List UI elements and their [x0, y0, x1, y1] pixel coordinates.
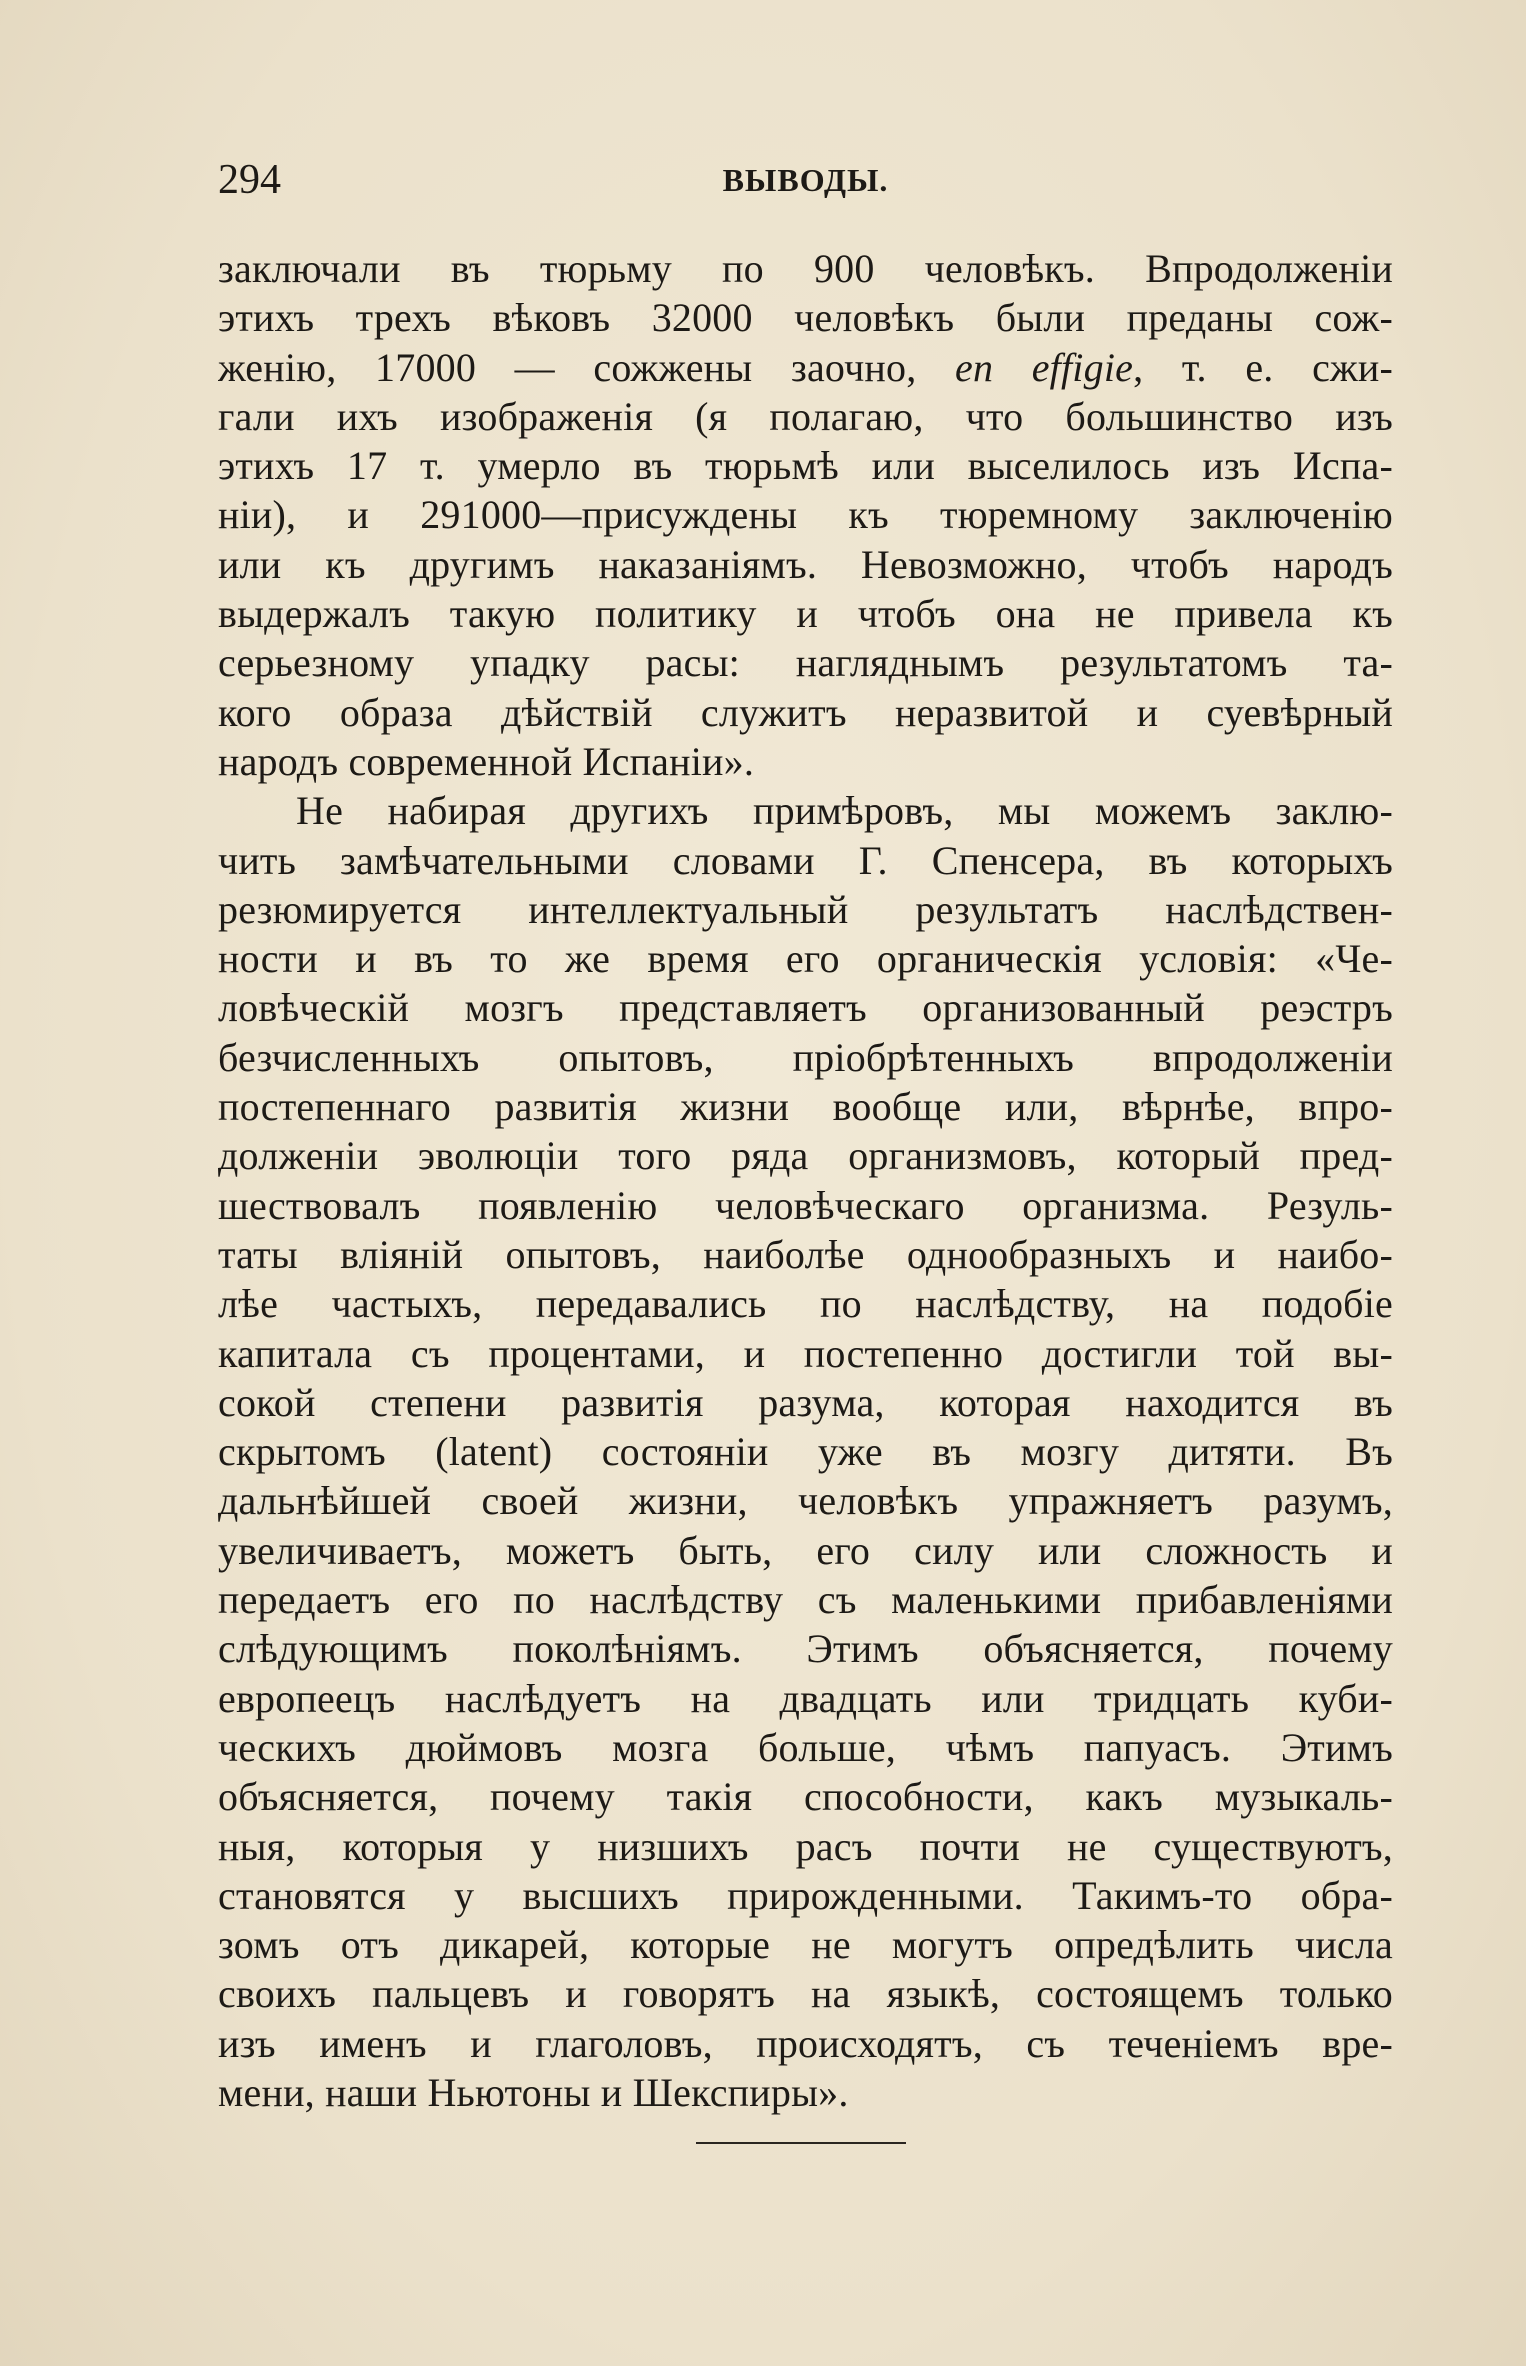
paragraph-2: [218, 786, 1393, 2117]
running-title: ВЫВОДЫ.: [722, 162, 889, 198]
text-line: безчисленныхъ опытовъ, пріобрѣтенныхъ впродолженіи: [218, 1034, 1393, 1080]
text-line: постепеннаго развитія жизни вообще или, вѣрнѣе, впро-: [218, 1084, 1393, 1130]
text-line: резюмируется интеллектуальный результатъ наслѣдствен-: [218, 886, 1393, 932]
latin-phrase: en effigie: [954, 344, 1134, 390]
text-line: народъ современной Испаніи».: [218, 738, 755, 784]
text-line: или къ другимъ наказаніямъ. Невозможно, чтобъ народъ: [218, 541, 1393, 587]
text-line: этихъ трехъ вѣковъ 32000 человѣкъ были преданы сож-: [218, 295, 1393, 341]
page-body: [218, 244, 1393, 2117]
text-line: объясняется, почему такія способности, какъ музыкаль-: [218, 1774, 1393, 1820]
text-line: слѣдующимъ поколѣніямъ. Этимъ объясняется, почему: [218, 1626, 1393, 1672]
text-line: таты вліяній опытовъ, наиболѣе однообразныхъ и наибо-: [218, 1231, 1393, 1277]
text-line: скрытомъ (latent) состояніи уже въ мозгу дитяти. Въ: [218, 1429, 1393, 1475]
text-line: капитала съ процентами, и постепенно достигли той вы-: [218, 1330, 1393, 1376]
text-line: изъ именъ и глаголовъ, происходятъ, съ теченіемъ вре-: [218, 2020, 1393, 2066]
page-header: [218, 150, 1393, 210]
paragraph-1: [218, 244, 1393, 786]
text-line: увеличиваетъ, можетъ быть, его силу или сложность и: [218, 1527, 1393, 1573]
text-line: своихъ пальцевъ и говорятъ на языкѣ, состоящемъ только: [218, 1971, 1393, 2017]
text-line: долженіи эволюціи того ряда организмовъ, который пред-: [218, 1133, 1393, 1179]
text-line: этихъ 17 т. умерло въ тюрьмѣ или выселилось изъ Испа-: [218, 443, 1393, 489]
text-line: выдержалъ такую политику и чтобъ она не привела къ: [218, 591, 1393, 637]
text-line: кого образа дѣйствій служитъ неразвитой и суевѣрный: [218, 689, 1393, 735]
text-line: дальнѣйшей своей жизни, человѣкъ упражняетъ разумъ,: [218, 1478, 1393, 1524]
text-line: заключали въ тюрьму по 900 человѣкъ. Впродолженіи: [218, 246, 1393, 291]
closing-rule: [696, 2142, 906, 2144]
text-line: шествовалъ появленію человѣческаго организма. Резуль-: [218, 1182, 1393, 1228]
text-line: серьезному упадку расы: нагляднымъ результатомъ та-: [218, 640, 1393, 686]
text-line: ческихъ дюймовъ мозга больше, чѣмъ папуасъ. Этимъ: [218, 1724, 1393, 1770]
text-line: чить замѣчательными словами Г. Спенсера, въ которыхъ: [218, 837, 1393, 883]
text-line: ности и въ то же время его органическія условія: «Че-: [218, 936, 1393, 982]
text-line: передаетъ его по наслѣдству съ маленькими прибавленіями: [218, 1577, 1393, 1623]
text-line: мени, наши Ньютоны и Шекспиры».: [218, 2069, 849, 2115]
text-line: гали ихъ изображенія (я полагаю, что большинство изъ: [218, 393, 1393, 439]
text-line: лѣе частыхъ, передавались по наслѣдству, на подобіе: [218, 1281, 1393, 1327]
text-line: европеецъ наслѣдуетъ на двадцать или тридцать куби-: [218, 1675, 1393, 1721]
text-line: ловѣческій мозгъ представляетъ организованный реэстръ: [218, 985, 1393, 1031]
text-line: становятся у высшихъ прирожденными. Такимъ-то обра-: [218, 1872, 1393, 1918]
page-number: 294: [218, 157, 281, 203]
text-line: зомъ отъ дикарей, которые не могутъ опредѣлить числа: [218, 1922, 1393, 1968]
text-line: ніи), и 291000—присуждены къ тюремному заключенію: [218, 492, 1393, 538]
text-line: женію, 17000 — сожжены заочно, en effigie, т. е. сжи-: [218, 344, 1393, 390]
text-line: Не набирая другихъ примѣровъ, мы можемъ заклю-: [296, 788, 1393, 834]
text-line: ныя, которыя у низшихъ расъ почти не существуютъ,: [218, 1823, 1393, 1869]
text-line: сокой степени развитія разума, которая находится въ: [218, 1379, 1393, 1425]
